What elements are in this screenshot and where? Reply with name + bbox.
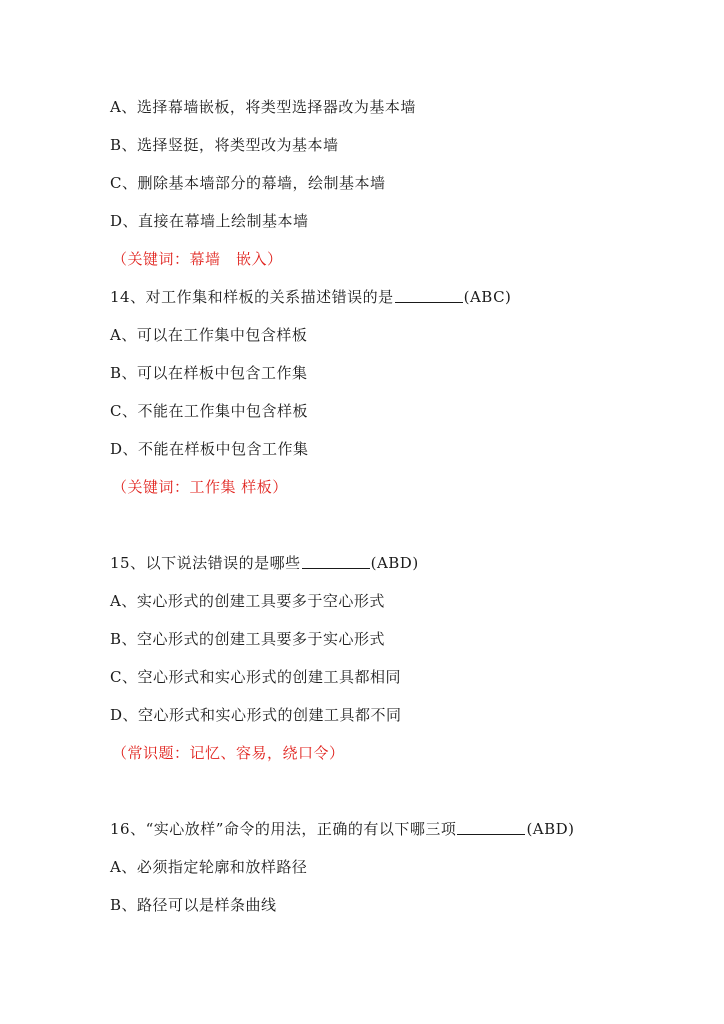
q15-stem-line: [110, 553, 419, 573]
q15-option-b: B、空心形式的创建工具要多于实心形式: [110, 630, 386, 648]
q14-stem-line: [110, 287, 511, 307]
q14-option-c: C、不能在工作集中包含样板: [110, 402, 308, 420]
q14-option-b: B、可以在样板中包含工作集: [110, 364, 308, 382]
q15-option-d: D、空心形式和实心形式的创建工具都不同: [110, 706, 402, 724]
q15-option-a: A、实心形式的创建工具要多于空心形式: [110, 592, 385, 610]
q16-option-a: A、必须指定轮廓和放样路径: [110, 858, 308, 876]
q15-answer: (ABD): [370, 554, 419, 572]
q14-keyword-note: （关键词：工作集 样板）: [112, 478, 288, 496]
q15-option-c: C、空心形式和实心形式的创建工具都相同: [110, 668, 401, 686]
q13-option-a: A、选择幕墙嵌板，将类型选择器改为基本墙: [110, 98, 416, 116]
q13-option-d: D、直接在幕墙上绘制基本墙: [110, 212, 309, 230]
q15-answer-blank: [302, 554, 370, 569]
q16-option-b: B、路径可以是样条曲线: [110, 896, 277, 914]
q15-stem: 15、以下说法错误的是哪些: [110, 554, 301, 572]
q13-option-b: B、选择竖挺，将类型改为基本墙: [110, 136, 339, 154]
q14-answer-blank: [395, 288, 463, 303]
q15-keyword-note: （常识题：记忆、容易，绕口令）: [112, 744, 345, 762]
q13-keyword-note: （关键词：幕墙 嵌入）: [112, 250, 283, 268]
q14-stem: 14、对工作集和样板的关系描述错误的是: [110, 288, 394, 306]
q13-option-c: C、删除基本墙部分的幕墙，绘制基本墙: [110, 174, 386, 192]
q16-answer: (ABD): [526, 820, 575, 838]
q16-stem-line: [110, 819, 575, 839]
q14-option-d: D、不能在样板中包含工作集: [110, 440, 309, 458]
q14-option-a: A、可以在工作集中包含样板: [110, 326, 308, 344]
q16-stem: 16、“实心放样”命令的用法，正确的有以下哪三项: [110, 820, 457, 838]
q14-answer: (ABC): [463, 288, 512, 306]
q16-answer-blank: [457, 820, 525, 835]
